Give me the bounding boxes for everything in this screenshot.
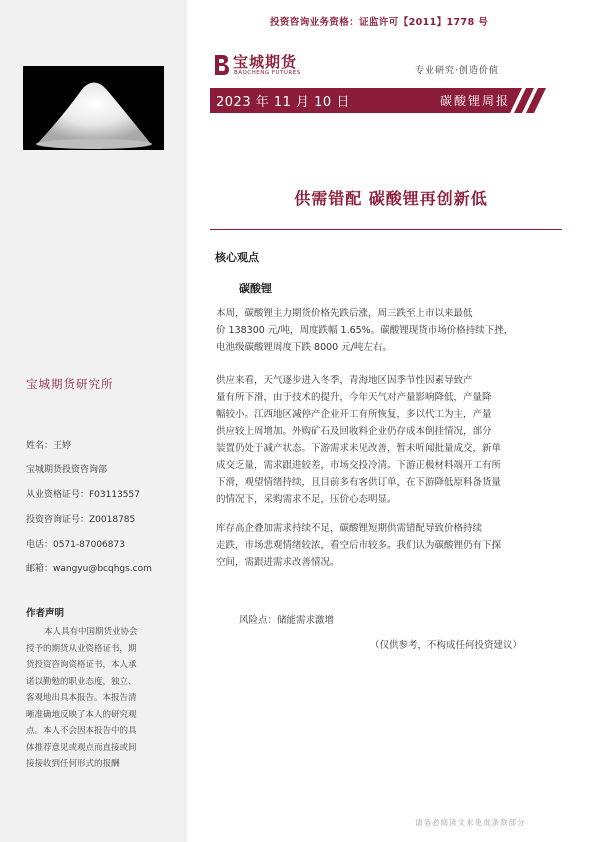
text-line: 价 138300 元/吨，周度跌幅 1.65%。碳酸锂现货市场价格持续下挫， xyxy=(216,325,514,336)
email-address: 邮箱：wangyu@bcqhgs.com xyxy=(26,564,152,574)
report-date: 2023 年 11 月 10 日 xyxy=(216,95,350,110)
date-banner xyxy=(210,88,560,113)
text-line: 货投资咨询资格证书，本人承 xyxy=(26,660,137,670)
declaration-title: 作者声明 xyxy=(26,608,65,619)
risk-point: 风险点：储能需求激增 xyxy=(239,615,335,626)
paragraph-supply-demand xyxy=(216,372,556,508)
text-line: 装置仍处于减产状态。下游需求未见改善，暂未听闻批量成交，新单 xyxy=(216,443,502,454)
lithium-carbonate-photo xyxy=(23,66,164,150)
company-slogan: 专业研究·创造价值 xyxy=(415,66,499,76)
analyst-department: 宝城期货投资咨询部 xyxy=(26,465,108,475)
logo-mark-icon xyxy=(212,53,230,77)
company-logo xyxy=(212,51,322,81)
text-line: 接接收到任何形式的报酬 xyxy=(26,759,120,769)
author-declaration xyxy=(26,624,176,773)
text-line: 晰准确地反映了本人的研究观 xyxy=(26,709,137,720)
report-title: 供需错配 碳酸锂再创新低 xyxy=(294,189,488,208)
text-line: 空间，需跟进需求改善情况。 xyxy=(216,557,340,568)
logo-english-name: BAOCHENG FUTURES xyxy=(234,70,301,76)
text-line: 库存高企叠加需求持续不足，碳酸锂短期供需错配导致价格持续 xyxy=(216,523,483,534)
institute-name: 宝城期货研究所 xyxy=(26,377,114,391)
section-heading: 核心观点 xyxy=(215,251,259,264)
text-line: 点。本人不会因本报告中的具 xyxy=(26,726,137,736)
footer-note: 请务必阅读文末免责条款部分 xyxy=(415,818,526,827)
text-line: 下滑，观望情绪持续，且目前多有客供订单，在下游降低原料备货量 xyxy=(216,477,502,488)
text-line: 幅较小。江西地区减停产企业开工有所恢复，多以代工为主，产量 xyxy=(216,409,492,420)
logo-chinese-name: 宝城期货 xyxy=(233,53,298,71)
report-type: 碳酸锂周报 xyxy=(440,94,511,108)
qualification-number: 从业资格证号：F03113557 xyxy=(26,490,140,500)
paragraph-summary xyxy=(216,305,556,356)
text-line: 本人具有中国期货业协会 xyxy=(44,627,138,637)
text-line: 量有所下滑，由于技术的提升，今年天气对产量影响降低，产量降 xyxy=(216,392,492,403)
phone-number: 电话：0571-87006873 xyxy=(26,540,125,550)
registration-notice: 投资咨询业务资格：证监许可【2011】1778 号 xyxy=(270,17,489,28)
text-line: 的情况下，采购需求不足，压价心态明显。 xyxy=(216,494,397,505)
text-line: 诺以勤勉的职业态度，独立、 xyxy=(26,676,137,687)
subsection-heading: 碳酸锂 xyxy=(239,282,272,295)
text-line: 成交乏量，需求跟进较差，市场交投冷清。下游正极材料端开工有所 xyxy=(216,460,502,471)
text-line: 授予的期货从业资格证书，期 xyxy=(26,643,137,654)
text-line: 本周，碳酸锂主力期货价格先跌后涨，周三跌至上市以来最低 xyxy=(216,308,473,319)
title-divider xyxy=(210,229,562,230)
text-line: 体推荐意见或观点而直接或间 xyxy=(26,742,137,753)
text-line: 供应较上周增加。外购矿石及回收料企业仍存成本倒挂情况，部分 xyxy=(216,426,492,437)
text-line: 走跌，市场悲观情绪较浓，看空后市较多。我们认为碳酸锂仍有下探 xyxy=(216,540,502,551)
investment-disclaimer: （仅供参考，不构成任何投资建议） xyxy=(370,640,523,651)
text-line: 供应来看，天气逐步进入冬季，青海地区因季节性因素导致产 xyxy=(216,375,473,386)
paragraph-outlook xyxy=(216,520,556,571)
analyst-name: 姓名：王婷 xyxy=(26,441,72,451)
text-line: 客观地出具本报告。本报告清 xyxy=(26,693,137,703)
text-line: 电池级碳酸锂周度下跌 8000 元/吨左右。 xyxy=(216,342,392,353)
advisory-number: 投资咨询证号：Z0018785 xyxy=(26,515,136,525)
